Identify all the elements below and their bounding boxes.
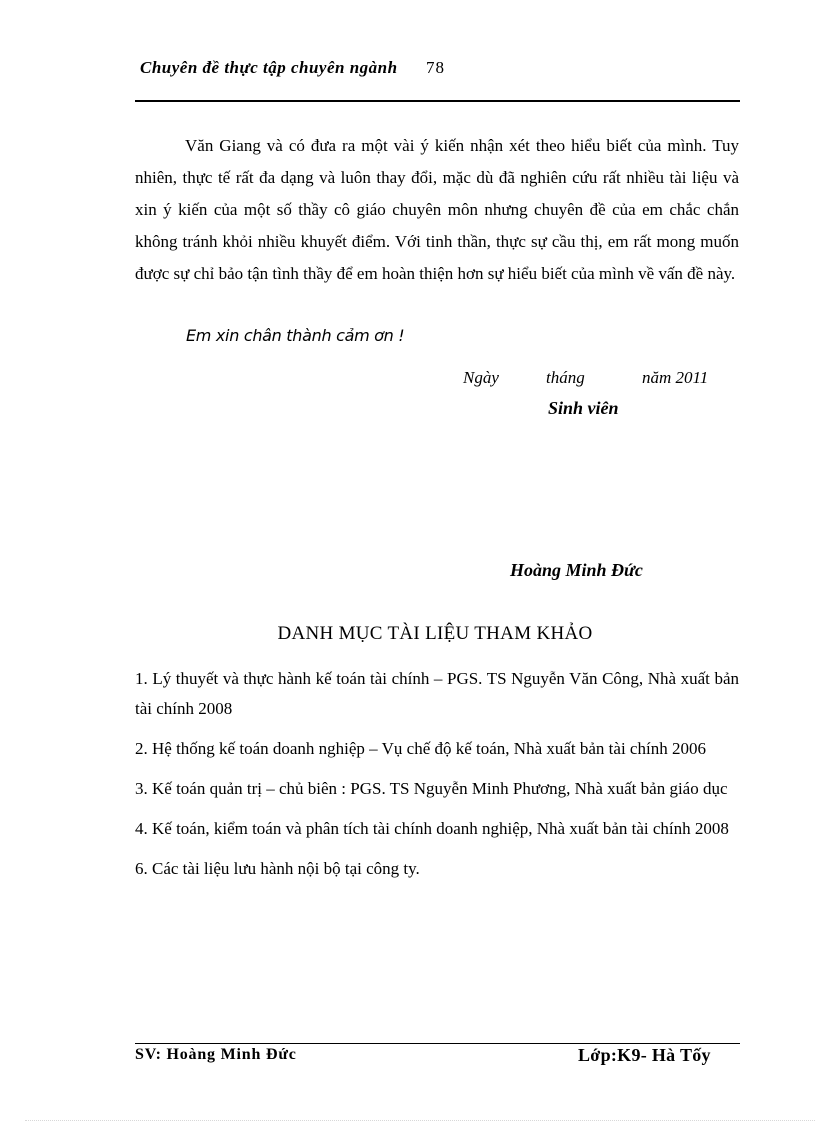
footer-class: Lớp:K9- Hà Tốy bbox=[578, 1045, 711, 1065]
signature-name: Hoàng Minh Đức bbox=[510, 560, 643, 580]
reference-item: 1. Lý thuyết và thực hành kế toán tài chính – PGS. TS Nguyễn Văn Công, Nhà xuất bản tài chính 2008 bbox=[135, 669, 739, 718]
footer-divider bbox=[135, 1043, 740, 1044]
date-day-label: Ngày bbox=[463, 368, 499, 387]
references-title: DANH MỤC TÀI LIỆU THAM KHẢO bbox=[277, 623, 593, 644]
page-edge bbox=[25, 1120, 815, 1121]
header-title: Chuyên đề thực tập chuyên ngành bbox=[140, 58, 398, 77]
header-divider bbox=[135, 100, 740, 102]
signature-role: Sinh viên bbox=[548, 398, 619, 418]
header-page-number: 78 bbox=[426, 58, 445, 77]
reference-item: 4. Kế toán, kiểm toán và phân tích tài chính doanh nghiệp, Nhà xuất bản tài chính 2008 bbox=[135, 819, 729, 838]
date-year-label: năm 2011 bbox=[642, 368, 709, 387]
body-paragraph: Văn Giang và có đưa ra một vài ý kiến nhận xét theo hiểu biết của mình. Tuy nhiên, thực tế rất đa dạng và luôn thay đổi, mặc dù đã nghiên cứu rất nhiều tài liệu và xin ý kiến của một số thầy cô giáo chuyên môn nhưng chuyên đề của em chắc chắn không tránh khỏi nhiều khuyết điểm. Với tinh thần, thực sự cầu thị, em rất mong muốn được sự chỉ bảo tận tình thầy để em hoàn thiện hơn sự hiểu biết của mình về vấn đề này. bbox=[135, 136, 739, 283]
thanks-line: Em xin chân thành cảm ơn ! bbox=[186, 326, 405, 345]
references-list bbox=[135, 664, 739, 894]
reference-item: 2. Hệ thống kế toán doanh nghiệp – Vụ chế độ kế toán, Nhà xuất bản tài chính 2006 bbox=[135, 739, 706, 758]
date-month-label: tháng bbox=[546, 368, 585, 387]
reference-item: 3. Kế toán quản trị – chủ biên : PGS. TS Nguyễn Minh Phương, Nhà xuất bản giáo dục bbox=[135, 779, 728, 798]
footer-student: SV: Hoàng Minh Đức bbox=[135, 1046, 297, 1063]
reference-item: 6. Các tài liệu lưu hành nội bộ tại công ty. bbox=[135, 859, 420, 878]
